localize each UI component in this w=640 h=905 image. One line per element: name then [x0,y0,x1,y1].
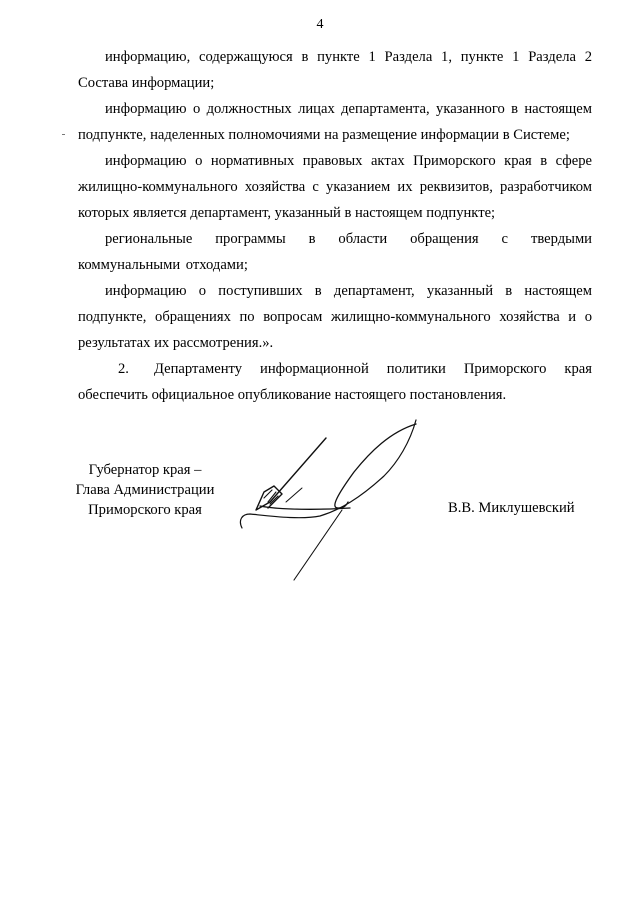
paragraph-item-2 [78,356,592,408]
signatory-name: В.В. Миклушевский [448,500,575,516]
paragraph-4: региональные программы в области обращения с твердыми коммунальными отходами; [78,231,592,273]
margin-mark [62,134,65,135]
paragraph-1: информацию, содержащуюся в пункте 1 Раздела 1, пункте 1 Раздела 2 Состава информации; [78,49,592,91]
page-number: 4 [316,17,324,32]
handwritten-signature [230,402,460,592]
signatory-title-line-1: Губернатор края – [88,462,202,478]
paragraph-5: информацию о поступивших в департамент, указанный в настоящем подпункте, обращениях по вопросам жилищно-коммунального хозяйства и о результатах их рассмотрения.». [78,283,592,351]
signatory-title-line-3: Приморского края [88,502,202,518]
signatory-title [60,460,230,520]
paragraph-2: информацию о должностных лицах департамента, указанного в настоящем подпункте, наделенных полномочиями на размещение информации в Системе; [78,101,592,143]
document-body [78,44,592,408]
item-2-number: 2. [118,361,129,377]
paragraph-3: информацию о нормативных правовых актах Приморского края в сфере жилищно-коммунального хозяйства с указанием их реквизитов, разработчиком которых является департамент, указанный в настоящем подпункте; [78,153,592,221]
item-2-text: Департаменту информационной политики Приморского края обеспечить официальное опубликование настоящего постановления. [78,361,592,403]
signatory-title-line-2: Глава Администрации [75,482,215,498]
